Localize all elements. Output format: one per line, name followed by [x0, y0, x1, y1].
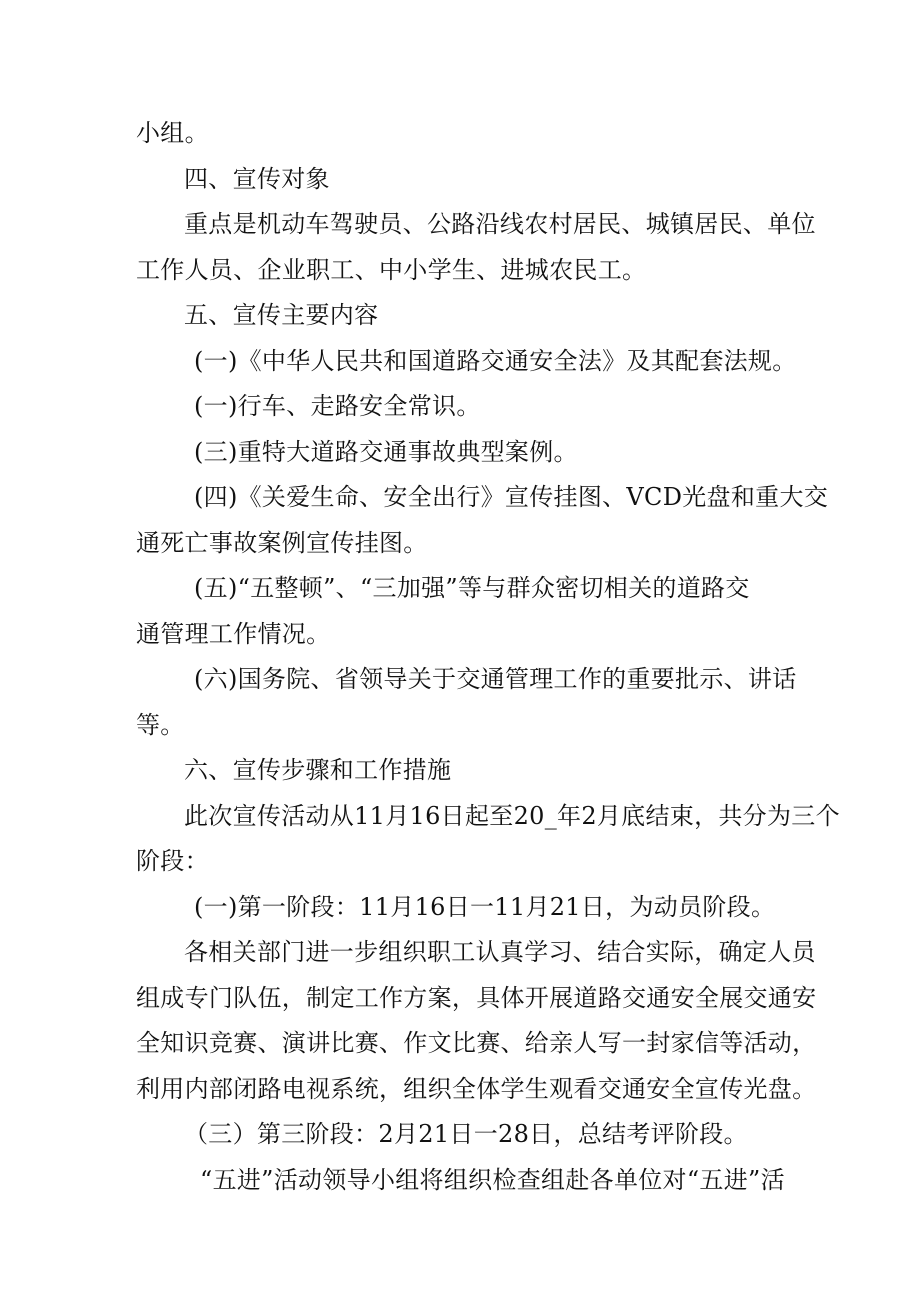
list-item: (五)“五整顿”、“三加强”等与群众密切相关的道路交 — [194, 574, 750, 602]
paragraph-line: 小组。 — [136, 119, 209, 147]
paragraph-line: 阶段： — [136, 847, 209, 875]
paragraph-line: 工作人员、企业职工、中小学生、进城农民工。 — [136, 255, 647, 284]
section-heading-6: 六、宣传步骤和工作措施 — [184, 756, 452, 784]
list-item: (四)《关爱生命、安全出行》宣传挂图、VCD光盘和重大交 — [194, 483, 829, 511]
list-item: (一)第一阶段：11月16日一11月21日，为动员阶段。 — [194, 892, 776, 921]
paragraph-line: 组成专门队伍，制定工作方案，具体开展道路交通安全展交通安 — [136, 983, 817, 1012]
paragraph-line: 等。 — [136, 710, 185, 739]
list-item: (三)重特大道路交通事故典型案例。 — [194, 437, 578, 466]
list-item: (一)《中华人民共和国道路交通安全法》及其配套法规。 — [194, 346, 797, 375]
paragraph-line: 各相关部门进一步组织职工认真学习、结合实际，确定人员 — [184, 938, 816, 966]
paragraph-line: “五进”活动领导小组将组织检查组赴各单位对“五进”活 — [200, 1165, 785, 1194]
list-item: （三）第三阶段：2月21日一28日，总结考评阶段。 — [184, 1120, 748, 1148]
paragraph-line: 利用内部闭路电视系统，组织全体学生观看交通安全宣传光盘。 — [136, 1074, 817, 1103]
paragraph-line: 此次宣传活动从11月16日起至20_年2月底结束，共分为三个 — [184, 801, 840, 830]
paragraph-line: 通死亡事故案例宣传挂图。 — [136, 528, 428, 557]
list-item: (一)行车、走路安全常识。 — [194, 392, 481, 420]
document-body — [136, 111, 840, 1203]
section-heading-5: 五、宣传主要内容 — [184, 301, 379, 329]
paragraph-line: 通管理工作情况。 — [136, 619, 331, 648]
section-heading-4: 四、宣传对象 — [184, 164, 330, 193]
list-item: (六)国务院、省领导关于交通管理工作的重要批示、讲话 — [194, 665, 797, 693]
paragraph-line: 重点是机动车驾驶员、公路沿线农村居民、城镇居民、单位 — [184, 210, 816, 238]
paragraph-line: 全知识竞赛、演讲比赛、作文比赛、给亲人写一封家信等活动， — [136, 1029, 817, 1057]
